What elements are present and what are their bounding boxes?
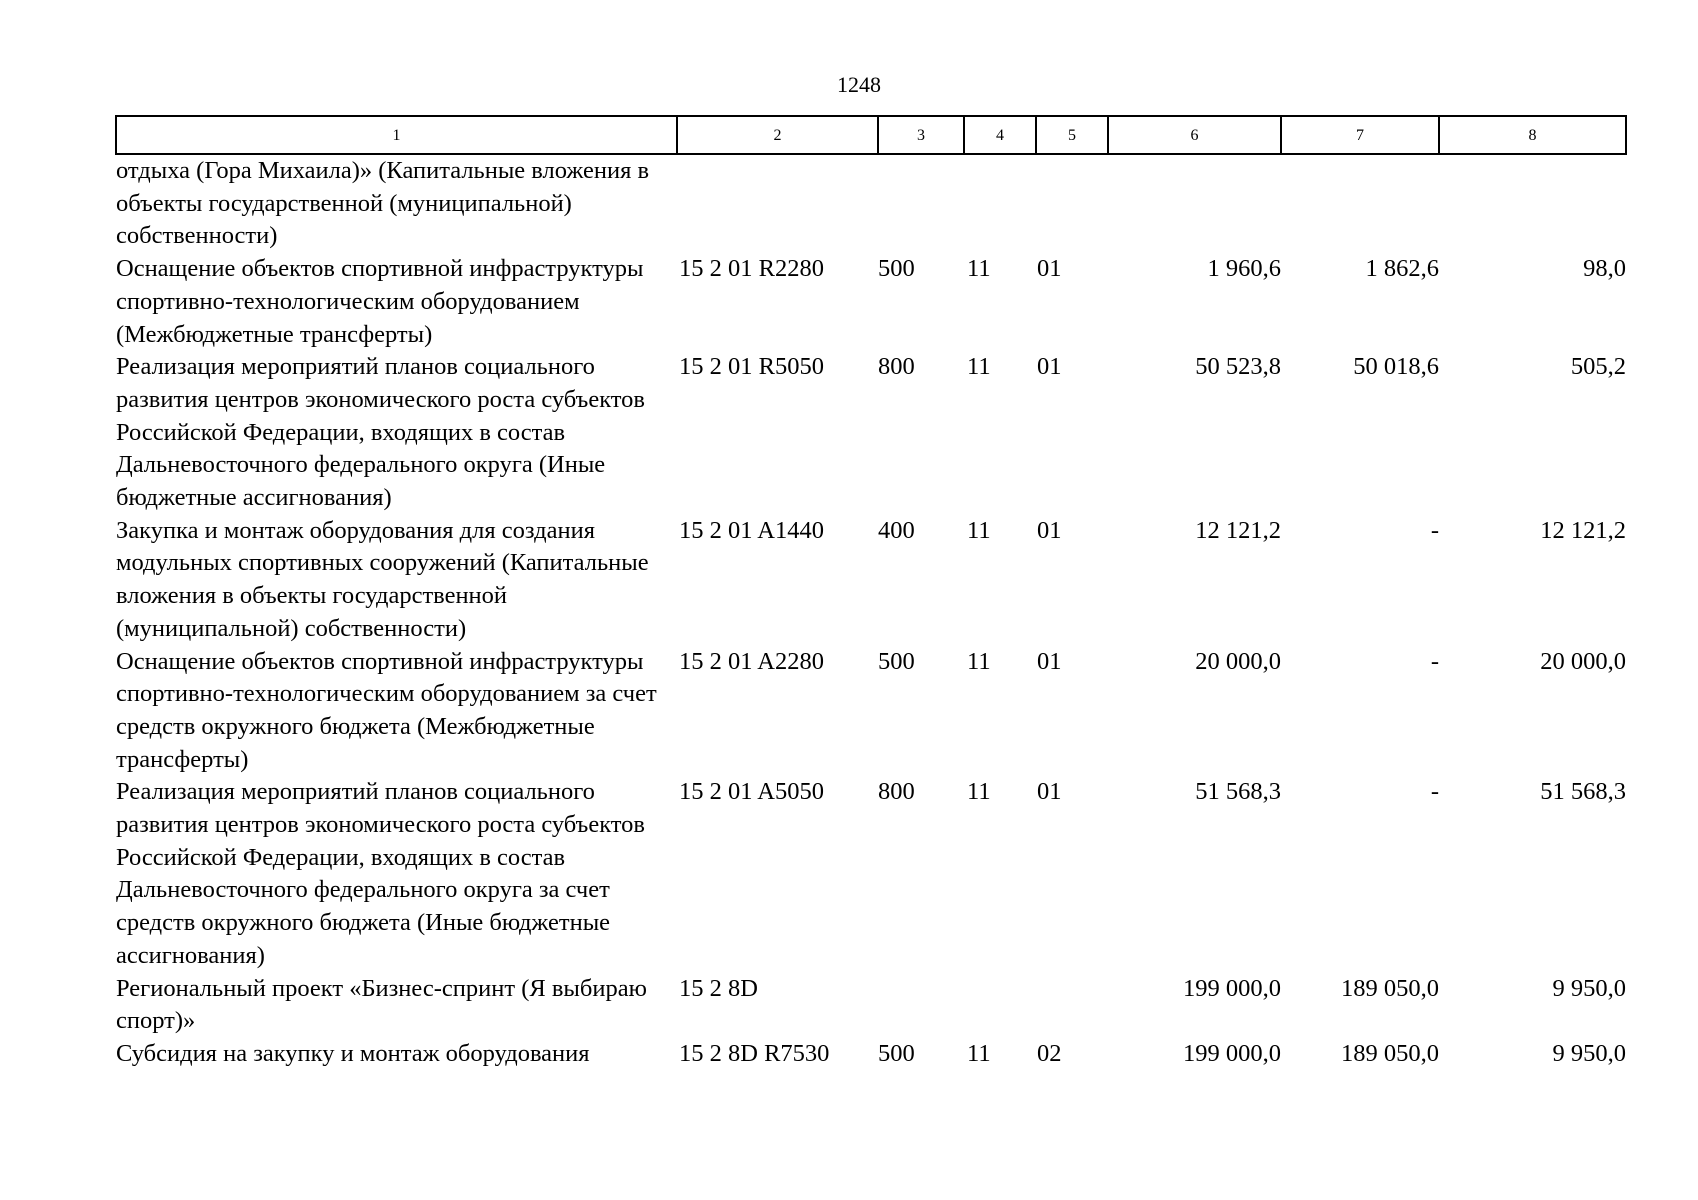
column-header-2: 2 (677, 116, 878, 154)
row-subsection: 01 (1037, 516, 1062, 544)
row-expense-type (878, 154, 964, 253)
table-row (116, 253, 1626, 351)
row-federal: - (1430, 647, 1439, 675)
column-header-8: 8 (1439, 116, 1626, 154)
row-federal: 1 862,6 (1365, 255, 1439, 283)
table-header (116, 116, 1626, 154)
row-federal: - (1430, 778, 1439, 806)
row-subsection: 01 (1037, 647, 1062, 675)
row-regional: 20 000,0 (1540, 647, 1626, 675)
budget-table (115, 115, 1627, 1071)
row-section (964, 154, 1036, 253)
row-section (964, 973, 1036, 1038)
page-number: 1248 (837, 72, 881, 97)
row-name: Закупка и монтаж оборудования для создания модульных спортивных сооружений (Капитальные вложения в объекты государственной (муниципальной) собственности) (116, 516, 649, 642)
column-header-5: 5 (1036, 116, 1108, 154)
row-section: 11 (967, 255, 991, 283)
row-section: 11 (967, 647, 991, 675)
table-row (116, 776, 1626, 972)
row-code: 15 2 01 A1440 (679, 516, 824, 544)
row-expense-type: 800 (878, 778, 915, 806)
row-regional: 12 121,2 (1540, 516, 1626, 544)
row-federal: 50 018,6 (1353, 353, 1439, 381)
row-name: Оснащение объектов спортивной инфраструктуры спортивно-технологическим оборудованием за счет средств окружного бюджета (Межбюджетные трансферты) (116, 647, 657, 773)
row-total: 199 000,0 (1183, 1039, 1281, 1067)
row-subsection (1036, 973, 1108, 1038)
row-code: 15 2 8D R7530 (679, 1039, 830, 1067)
row-section: 11 (967, 353, 991, 381)
row-expense-type: 500 (878, 255, 915, 283)
row-code: 15 2 01 R2280 (679, 255, 824, 283)
row-total: 12 121,2 (1195, 516, 1281, 544)
row-total: 199 000,0 (1183, 974, 1281, 1002)
row-name: отдыха (Гора Михаила)» (Капитальные вложения в объекты государственной (муниципальной) собственности) (116, 157, 650, 250)
row-expense-type: 400 (878, 516, 915, 544)
row-total: 51 568,3 (1195, 778, 1281, 806)
row-name: Субсидия на закупку и монтаж оборудования (116, 1039, 590, 1067)
row-total: 1 960,6 (1207, 255, 1281, 283)
row-subsection: 01 (1037, 778, 1062, 806)
row-regional: 9 950,0 (1552, 974, 1626, 1002)
row-regional: 9 950,0 (1552, 1039, 1626, 1067)
row-regional: 98,0 (1583, 255, 1626, 283)
table-row (116, 154, 1626, 253)
row-subsection: 01 (1037, 353, 1062, 381)
table-row (116, 646, 1626, 777)
row-federal (1281, 154, 1439, 253)
row-name: Реализация мероприятий планов социального развития центров экономического роста субъектов Российской Федерации, входящих в состав Дальневосточного федерального округа за счет средств окружного бюджета (Иные бюджетные ассигнования) (116, 778, 645, 969)
column-header-3: 3 (878, 116, 964, 154)
table-body (116, 154, 1626, 1071)
row-regional (1439, 154, 1626, 253)
row-total: 50 523,8 (1195, 353, 1281, 381)
table-row (116, 351, 1626, 515)
row-code: 15 2 01 R5050 (679, 353, 824, 381)
column-header-6: 6 (1108, 116, 1281, 154)
row-regional: 51 568,3 (1540, 778, 1626, 806)
row-subsection: 02 (1037, 1039, 1062, 1067)
row-federal: - (1430, 516, 1439, 544)
row-code (677, 154, 878, 253)
row-total: 20 000,0 (1195, 647, 1281, 675)
row-name: Оснащение объектов спортивной инфраструктуры спортивно-технологическим оборудованием (Межбюджетные трансферты) (116, 255, 644, 348)
row-expense-type: 500 (878, 1039, 915, 1067)
row-code: 15 2 01 A5050 (679, 778, 824, 806)
row-name: Реализация мероприятий планов социального развития центров экономического роста субъектов Российской Федерации, входящих в состав Дальневосточного федерального округа (Иные бюджетные ассигнования) (116, 353, 645, 512)
column-header-4: 4 (964, 116, 1036, 154)
table-row (116, 973, 1626, 1038)
row-code: 15 2 8D (679, 974, 758, 1002)
row-code: 15 2 01 A2280 (679, 647, 824, 675)
row-expense-type: 500 (878, 647, 915, 675)
column-header-1: 1 (116, 116, 677, 154)
row-regional: 505,2 (1570, 353, 1626, 381)
row-expense-type: 800 (878, 353, 915, 381)
row-section: 11 (967, 516, 991, 544)
table-row (116, 515, 1626, 646)
table-row (116, 1038, 1626, 1071)
row-section: 11 (967, 1039, 991, 1067)
row-name: Региональный проект «Бизнес-спринт (Я выбираю спорт)» (116, 974, 647, 1035)
row-federal: 189 050,0 (1341, 1039, 1439, 1067)
row-subsection: 01 (1037, 255, 1062, 283)
row-subsection (1036, 154, 1108, 253)
row-federal: 189 050,0 (1341, 974, 1439, 1002)
column-header-7: 7 (1281, 116, 1439, 154)
row-expense-type (878, 973, 964, 1038)
row-section: 11 (967, 778, 991, 806)
row-total (1108, 154, 1281, 253)
header-row (116, 116, 1626, 154)
